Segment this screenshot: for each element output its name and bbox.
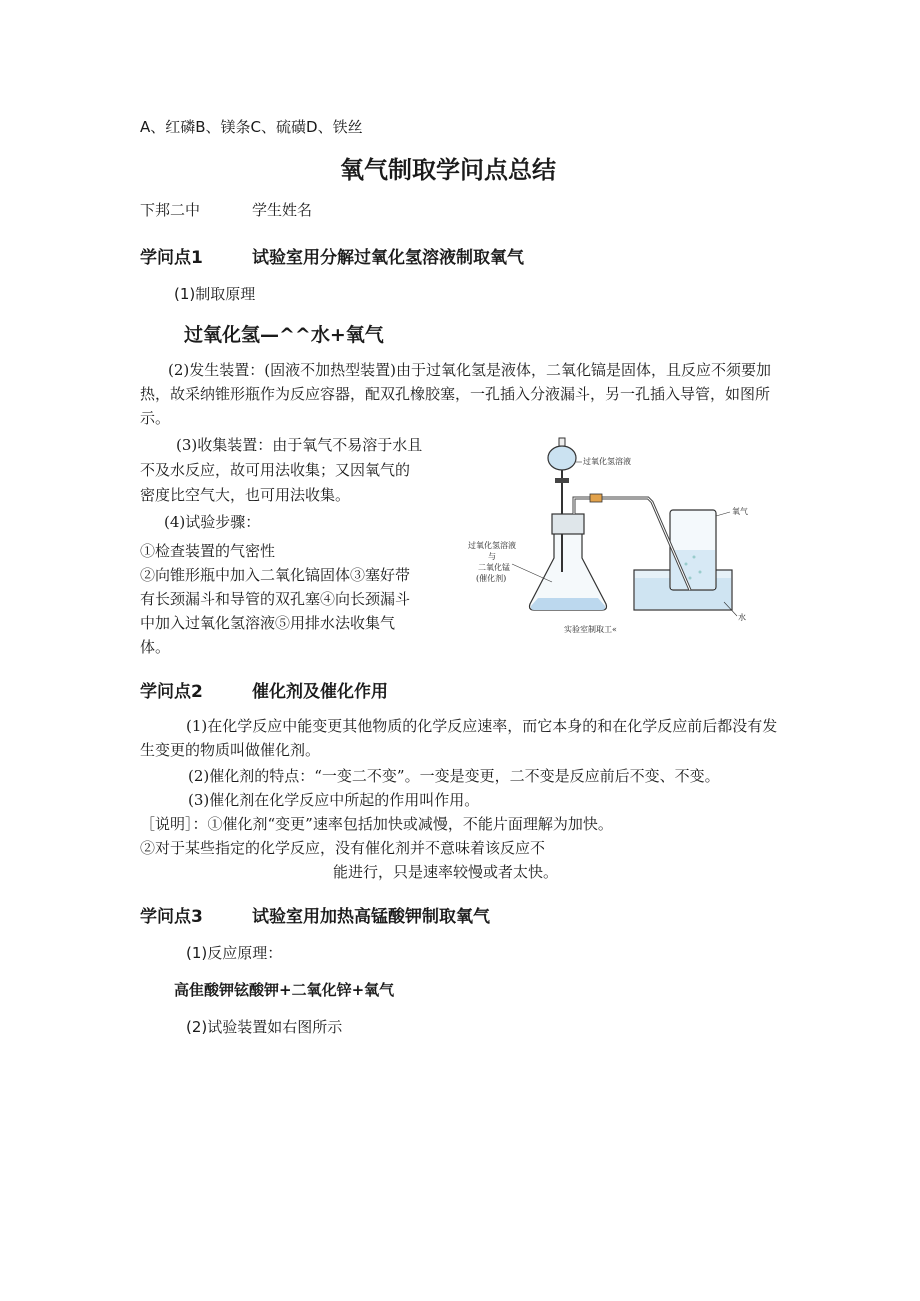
section1-item3-line2: 不及水反应，故可用法收集；又因氧气的 xyxy=(140,461,411,479)
section2-heading-number: 学问点2 xyxy=(140,682,203,702)
section1-heading-text: 试验室用分解过氧化氢溶液制取氧气 xyxy=(252,248,524,268)
quiz-options-line: A、红磷B、镁条C、硫磺D、铁丝 xyxy=(140,118,363,136)
school-name: 下邦二中 xyxy=(140,201,201,219)
section2-item2: (2)催化剂的特点：“一变二不变”。一变是变更，二不变是反应前后不变、不变。 xyxy=(188,767,720,785)
rubber-connector xyxy=(590,494,602,502)
flask-solution xyxy=(531,598,605,610)
label-flask-solution: 过氧化氢溶液 xyxy=(468,541,516,550)
label-water: 水 xyxy=(738,613,746,622)
section2-item1: (1)在化学反应中能变更其他物质的化学反应速率，而它本身的和在化学反应前后都没有发生变更的物质叫做催化剂。 xyxy=(140,717,778,759)
jar-water xyxy=(671,550,715,589)
section1-item4: (4)试验步骤： xyxy=(164,513,261,531)
section2-note2: ②对于某些指定的化学反应，没有催化剂并不意味着该反应不 xyxy=(140,839,546,857)
section2-item3: (3)催化剂在化学反应中所起的作用叫作用。 xyxy=(188,791,480,809)
section2-note1: ［说明］：①催化剂“变更”速率包括加快或减慢，不能片面理解为加快。 xyxy=(140,815,613,833)
section1-item1: (1)制取原理 xyxy=(174,285,256,303)
section1-heading-number: 学问点1 xyxy=(140,248,203,268)
student-name-label: 学生姓名 xyxy=(252,201,313,219)
step-line-2: ②向锥形瓶中加入二氧化镐固体③塞好带 xyxy=(140,566,411,584)
section1-equation: 过氧化氢—^^水+氧气 xyxy=(184,324,384,346)
section3-item2: (2)试验装置如右图所示 xyxy=(186,1018,343,1036)
section3-equation: 高隹酸钾铉酸钾+二氧化锌+氧气 xyxy=(174,981,395,999)
page-title: 氧气制取学问点总结 xyxy=(340,156,556,184)
separatory-funnel xyxy=(548,446,576,470)
section1-item3-line3: 密度比空气大，也可用法收集。 xyxy=(140,486,351,504)
step-line-4: 中加入过氧化氢溶液⑤用排水法收集气 xyxy=(140,614,396,632)
section1-item3-line1: (3)收集装置：由于氧气不易溶于水且 xyxy=(176,436,423,454)
label-funnel-solution: 过氧化氢溶液 xyxy=(583,457,631,466)
section1-item2: (2)发生装置：(固液不加热型装置)由于过氧化氢是液体，二氧化镐是固体，且反应不须要加热，故采纳锥形瓶作为反应容器，配双孔橡胶塞，一孔插入分液漏斗，另一孔插入导管，如图所示。 xyxy=(140,361,771,427)
label-flask-catalyst: (催化剂) xyxy=(476,574,507,583)
step-line-1: ①检查装置的气密性 xyxy=(140,542,276,560)
funnel-stopcock xyxy=(555,478,569,483)
step-line-3: 有长颈漏斗和导管的双孔塞④向长颈漏斗 xyxy=(140,590,411,608)
section3-item1: (1)反应原理： xyxy=(186,944,283,962)
section3-heading-number: 学问点3 xyxy=(140,907,203,927)
section2-heading-text: 催化剂及催化作用 xyxy=(252,682,388,702)
label-flask-mno2: 二氧化锰 xyxy=(478,563,510,572)
step-line-5: 体。 xyxy=(140,638,171,656)
label-oxygen: 氧气 xyxy=(732,507,748,516)
figure-caption: 实验室制取工« xyxy=(564,625,617,634)
label-flask-and: 与 xyxy=(488,552,496,561)
oxygen-apparatus-figure xyxy=(462,432,772,642)
section3-heading-text: 试验室用加热高锰酸钾制取氧气 xyxy=(252,907,490,927)
rubber-stopper xyxy=(552,514,584,534)
section2-note3: 能进行，只是速率较慢或者太快。 xyxy=(333,863,559,881)
